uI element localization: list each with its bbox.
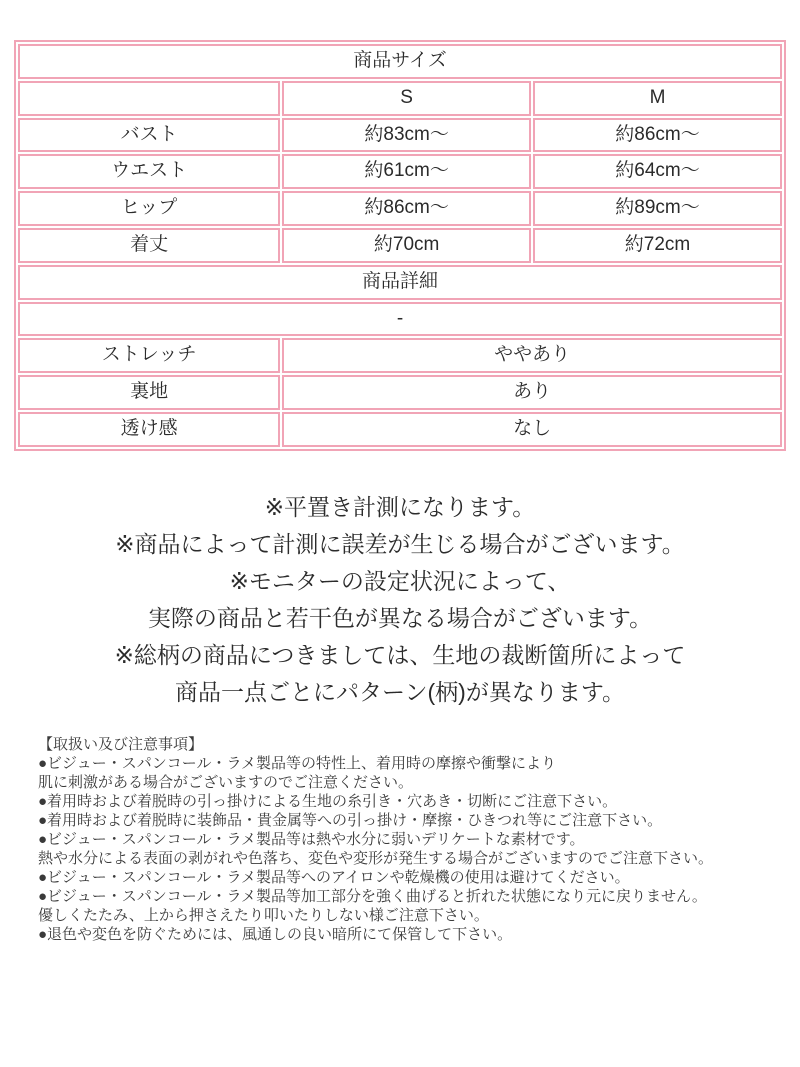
detail-label: 裏地 <box>18 375 280 410</box>
table-row-waist <box>18 154 782 189</box>
measure-value-m: 約89cm～ <box>533 191 782 226</box>
care-line: 肌に刺激がある場合がございますのでご注意ください。 <box>38 773 414 791</box>
care-line: ●着用時および着脱時に装飾品・貴金属等への引っ掛け・摩擦・ひきつれ等にご注意下さい。 <box>38 811 663 829</box>
measure-label: ヒップ <box>18 191 280 226</box>
measure-label: バスト <box>18 118 280 153</box>
size-table-title: 商品サイズ <box>18 44 782 79</box>
note-line: ※商品によって計測に誤差が生じる場合がございます。 <box>115 530 685 557</box>
measure-value-m: 約64cm～ <box>533 154 782 189</box>
care-line: ●ビジュー・スパンコール・ラメ製品等の特性上、着用時の摩擦や衝撃により <box>38 754 557 772</box>
note-line: ※モニターの設定状況によって、 <box>229 567 571 594</box>
size-table-wrap <box>14 40 786 451</box>
size-column-header-s: S <box>282 81 531 116</box>
note-line: 実際の商品と若干色が異なる場合がございます。 <box>147 604 653 631</box>
measure-value-s: 約70cm <box>282 228 531 263</box>
table-row-stretch <box>18 338 782 373</box>
measure-value-m: 約86cm～ <box>533 118 782 153</box>
measure-label: 着丈 <box>18 228 280 263</box>
care-line: ●ビジュー・スパンコール・ラメ製品等へのアイロンや乾燥機の使用は避けてください。 <box>38 868 630 886</box>
detail-label: ストレッチ <box>18 338 280 373</box>
detail-note-row <box>18 302 782 337</box>
detail-value: なし <box>282 412 782 447</box>
measure-value-s: 約86cm～ <box>282 191 531 226</box>
table-row-bust <box>18 118 782 153</box>
size-header-row <box>18 81 782 116</box>
measure-value-m: 約72cm <box>533 228 782 263</box>
table-row-hip <box>18 191 782 226</box>
size-table <box>14 40 786 451</box>
detail-value: あり <box>282 375 782 410</box>
size-column-header-m: M <box>533 81 782 116</box>
care-section <box>38 735 770 944</box>
care-line: ●ビジュー・スパンコール・ラメ製品等は熱や水分に弱いデリケートな素材です。 <box>38 830 585 848</box>
measure-label: ウエスト <box>18 154 280 189</box>
detail-title-row <box>18 265 782 300</box>
note-line: ※平置き計測になります。 <box>264 493 536 520</box>
measure-value-s: 約61cm～ <box>282 154 531 189</box>
care-line: ●ビジュー・スパンコール・ラメ製品等加工部分を強く曲げると折れた状態になり元に戻りません。 <box>38 887 707 905</box>
care-heading: 【取扱い及び注意事項】 <box>38 735 204 753</box>
note-line: ※総柄の商品につきましては、生地の裁断箇所によって <box>114 641 686 668</box>
detail-note: - <box>18 302 782 337</box>
table-row-sheerness <box>18 412 782 447</box>
detail-title: 商品詳細 <box>18 265 782 300</box>
care-line: 優しくたたみ、上から押さえたり叩いたりしない様ご注意下さい。 <box>38 906 489 924</box>
table-row-length <box>18 228 782 263</box>
detail-label: 透け感 <box>18 412 280 447</box>
table-row-lining <box>18 375 782 410</box>
care-line: 熱や水分による表面の剥がれや色落ち、変色や変形が発生する場合がございますのでご注意下さい。 <box>38 849 714 867</box>
measure-value-s: 約83cm～ <box>282 118 531 153</box>
note-line: 商品一点ごとにパターン(柄)が異なります。 <box>174 678 626 705</box>
care-line: ●退色や変色を防ぐためには、風通しの良い暗所にて保管して下さい。 <box>38 925 513 943</box>
detail-value: ややあり <box>282 338 782 373</box>
measurement-notes <box>0 489 800 711</box>
care-line: ●着用時および着脱時の引っ掛けによる生地の糸引き・穴あき・切断にご注意下さい。 <box>38 792 618 810</box>
table-title-row <box>18 44 782 79</box>
size-table-corner-cell <box>18 81 280 116</box>
